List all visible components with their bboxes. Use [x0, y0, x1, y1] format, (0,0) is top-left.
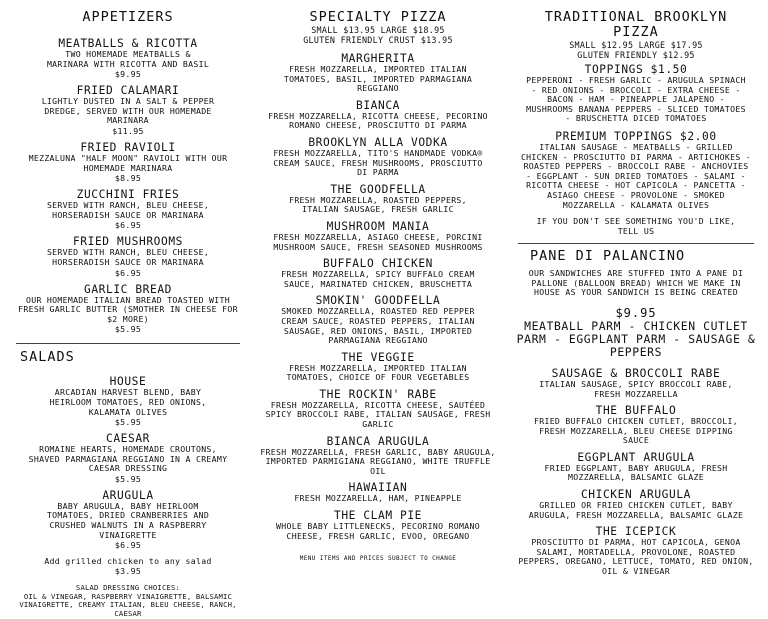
menu-item	[6, 188, 250, 230]
menu-item	[6, 432, 250, 484]
item-desc: TWO HOMEMADE MEATBALLS & MARINARA WITH RICOTTA AND BASIL	[46, 49, 210, 69]
item-price: $5.95	[114, 417, 142, 428]
item-desc: ROMAINE HEARTS, HOMEMADE CROUTONS, SHAVED PARMAGIANA REGGIANO IN A CREAMY CAESAR DRESSING	[28, 444, 228, 474]
item-desc: BABY ARUGULA, BABY HEIRLOOM TOMATOES, DRIED CRANBERRIES AND CRUSHED WALNUTS IN A RASPBERRY VINAIGRETTE	[46, 500, 210, 540]
item-desc: SERVED WITH RANCH, BLEU CHEESE, HORSERADISH SAUCE OR MARINARA	[46, 200, 210, 220]
item-name: THE CLAM PIE	[333, 509, 423, 523]
custom-request-note: IF YOU DON'T SEE SOMETHING YOU'D LIKE, TELL US	[536, 216, 736, 237]
item-desc: GRILLED OR FRIED CHICKEN CUTLET, BABY ARUGULA, FRESH MOZZARELLA, BALSAMIC GLAZE	[528, 500, 744, 520]
premium-toppings-list: ITALIAN SAUSAGE - MEATBALLS - GRILLED CHICKEN - PROSCIUTTO DI PARMA - ARTICHOKES - ROASTED PEPPERS - BROCCOLI RABE - ANCHOVIES - EGGPLANT - SUN DRIED TOMATOES - SALAMI - RICOTTA CHEESE - HOT CAPICOLA - PANCETTA - ASIAGO CHEESE - PROVOLONE - SMOKED MOZZARELLA - KALAMATA OLIVES	[520, 141, 752, 210]
item-desc: WHOLE BABY LITTLENECKS, PECORINO ROMANO CHEESE, FRESH GARLIC, EVOO, OREGANO	[276, 521, 480, 541]
menu-item	[250, 351, 506, 383]
menu-item	[508, 451, 764, 483]
menu-item	[6, 84, 250, 136]
menu-item	[6, 37, 250, 79]
item-desc: ITALIAN SAUSAGE, SPICY BROCCOLI RABE, FRESH MOZZARELLA	[539, 378, 733, 399]
section-divider	[518, 243, 754, 244]
item-price: $6.95	[114, 267, 142, 278]
item-name: FRIED MUSHROOMS	[72, 235, 184, 249]
item-price: $6.95	[114, 540, 142, 551]
salads-title: SALADS	[20, 349, 75, 366]
specialty-sizes: SMALL $13.95 LARGE $18.95	[311, 25, 445, 35]
left-column	[6, 6, 250, 619]
item-desc: FRESH MOZZARELLA, RICOTTA CHEESE, PECORINO ROMANO CHEESE, PROSCIUTTO DI PARMA	[268, 110, 488, 131]
item-name: HAWAIIAN	[348, 481, 408, 495]
item-name: CHICKEN ARUGULA	[580, 488, 692, 502]
toppings-title: TOPPINGS $1.50	[584, 63, 688, 76]
section-divider	[16, 343, 240, 344]
item-name: THE ICEPICK	[595, 525, 677, 539]
item-name: HOUSE	[109, 375, 147, 389]
salad-addon: Add grilled chicken to any salad	[44, 556, 212, 567]
menu-item	[250, 99, 506, 131]
sandwich-price: $9.95	[615, 305, 657, 320]
sandwich-combos: MEATBALL PARM - CHICKEN CUTLET PARM - EGGPLANT PARM - SAUSAGE & PEPPERS	[516, 318, 756, 359]
premium-toppings-title: PREMIUM TOPPINGS $2.00	[555, 129, 717, 143]
item-desc: OUR HOMEMADE ITALIAN BREAD TOASTED WITH FRESH GARLIC BUTTER (SMOTHER IN CHEESE FOR $2 MORE)	[18, 294, 238, 324]
menu-item	[250, 220, 506, 252]
menu-item	[250, 136, 506, 178]
item-name: SAUSAGE & BROCCOLI RABE	[551, 366, 721, 380]
item-desc: FRESH MOZZARELLA, HAM, PINEAPPLE	[294, 493, 462, 504]
traditional-gluten-friendly: GLUTEN FRIENDLY $12.95	[577, 50, 695, 60]
item-desc: MEZZALUNA "HALF MOON" RAVIOLI WITH OUR HOMEMADE MARINARA	[28, 152, 228, 173]
salad-addon-price: $3.95	[114, 566, 142, 577]
menu-item	[250, 294, 506, 345]
pane-title: PANE DI PALANCINO	[530, 248, 686, 265]
item-price: $6.95	[114, 220, 142, 231]
item-desc: FRIED EGGPLANT, BABY ARUGULA, FRESH MOZZARELLA, BALSAMIC GLAZE	[544, 462, 728, 483]
item-price: $5.95	[114, 324, 142, 335]
item-name: BIANCA ARUGULA	[326, 434, 430, 448]
item-desc: FRESH MOZZARELLA, SPICY BUFFALO CREAM SAUCE, MARINATED CHICKEN, BRUSCHETTA	[281, 269, 475, 289]
item-name: BIANCA	[355, 98, 400, 112]
menu-item	[250, 435, 506, 477]
menu-item	[6, 235, 250, 277]
item-name: GARLIC BREAD	[83, 282, 173, 296]
item-desc: SERVED WITH RANCH, BLEU CHEESE, HORSERADISH SAUCE OR MARINARA	[46, 247, 210, 267]
item-desc: PROSCIUTTO DI PARMA, HOT CAPICOLA, GENOA SALAMI, MORTADELLA, PROVOLONE, ROASTED PEPPERS, OREGANO, LETTUCE, TOMATO, RED ONION, OIL & VINEGAR	[518, 537, 754, 577]
item-name: BROOKLYN ALLA VODKA	[308, 135, 448, 149]
menu-item	[508, 525, 764, 576]
menu-item	[250, 509, 506, 541]
menu-item	[6, 141, 250, 183]
item-desc: SMOKED MOZZARELLA, ROASTED RED PEPPER CREAM SAUCE, ROASTED PEPPERS, ITALIAN SAUSAGE, RED ONIONS, BASIL, IMPORTED PARMAGIANA REGGIANO	[281, 306, 475, 346]
item-desc: FRESH MOZZARELLA, IMPORTED ITALIAN TOMATOES, BASIL, IMPORTED PARMAGIANA REGGIANO	[283, 64, 473, 94]
menu-item	[508, 404, 764, 446]
item-name: SMOKIN' GOODFELLA	[315, 294, 441, 308]
item-desc: LIGHTLY DUSTED IN A SALT & PEPPER DREDGE, SERVED WITH OUR HOMEMADE MARINARA	[41, 96, 215, 126]
middle-column	[250, 6, 506, 563]
menu-item	[250, 257, 506, 289]
menu-item	[250, 52, 506, 94]
appetizers-title: APPETIZERS	[82, 9, 174, 25]
specialty-pizza-title: SPECIALTY PIZZA	[309, 9, 447, 25]
item-name: ZUCCHINI FRIES	[76, 188, 180, 202]
item-name: MEATBALLS & RICOTTA	[58, 37, 198, 50]
toppings-list: PEPPERONI - FRESH GARLIC - ARUGULA SPINACH - RED ONIONS - BROCCOLI - EXTRA CHEESE - BACON - HAM - PINEAPPLE JALAPENO - MUSHROOMS BANANA PEPPERS - SLICED TOMATOES - BRUSCHETTA DICED TOMATOES	[526, 75, 746, 124]
item-name: THE BUFFALO	[595, 404, 677, 418]
traditional-pizza-title: TRADITIONAL BROOKLYN PIZZA	[544, 9, 728, 40]
item-name: THE ROCKIN' RABE	[319, 387, 437, 401]
pane-intro: OUR SANDWICHES ARE STUFFED INTO A PANE DI PALLONE (BALLOON BREAD) WHICH WE MAKE IN HOUSE AS YOUR SANDWICH IS BEING CREATED	[528, 268, 744, 298]
menu-item	[6, 283, 250, 335]
menu-item	[250, 183, 506, 215]
item-price: $11.95	[112, 125, 144, 136]
item-desc: FRESH MOZZARELLA, IMPORTED ITALIAN TOMATOES, CHOICE OF FOUR VEGETABLES	[286, 362, 470, 383]
specialty-gluten-friendly: GLUTEN FRIENDLY CRUST $13.95	[303, 35, 453, 45]
item-desc: FRIED BUFFALO CHICKEN CUTLET, BROCCOLI, FRESH MOZZARELLA, BLEU CHEESE DIPPING SAUCE	[534, 416, 738, 446]
item-desc: FRESH MOZZARELLA, TITO'S HANDMADE VODKA® CREAM SAUCE, FRESH MUSHROOMS, PROSCIUTTO DI PARMA	[273, 147, 483, 178]
menu-item	[6, 375, 250, 427]
item-name: CAESAR	[105, 432, 150, 446]
item-name: ARUGULA	[102, 488, 154, 502]
item-desc: FRESH MOZZARELLA, ROASTED PEPPERS, ITALIAN SAUSAGE, FRESH GARLIC	[289, 194, 467, 215]
item-name: MARGHERITA	[341, 52, 415, 65]
item-name: BUFFALO CHICKEN	[322, 257, 434, 271]
traditional-sizes: SMALL $12.95 LARGE $17.95	[569, 40, 703, 50]
item-name: EGGPLANT ARUGULA	[577, 450, 695, 464]
right-column	[508, 6, 764, 577]
item-desc: FRESH MOZZARELLA, RICOTTA CHEESE, SAUTÉED SPICY BROCCOLI RABE, ITALIAN SAUSAGE, FRESH GARLIC	[265, 399, 491, 430]
item-name: MUSHROOM MANIA	[326, 219, 430, 233]
dressing-list: OIL & VINEGAR, RASPBERRY VINAIGRETTE, BALSAMIC VINAIGRETTE, CREAMY ITALIAN, BLEU CHEESE, RANCH, CAESAR	[19, 591, 237, 619]
item-price: $9.95	[114, 69, 142, 80]
item-desc: FRESH MOZZARELLA, ASIAGO CHEESE, PORCINI MUSHROOM SAUCE, FRESH SEASONED MUSHROOMS	[273, 231, 483, 252]
menu-item	[508, 488, 764, 520]
dressing-title: SALAD DRESSING CHOICES:	[75, 583, 181, 593]
item-name: THE VEGGIE	[341, 350, 415, 364]
item-desc: ARCADIAN HARVEST BLEND, BABY HEIRLOOM TOMATOES, RED ONIONS, KALAMATA OLIVES	[49, 387, 207, 417]
item-desc: FRESH MOZZARELLA, FRESH GARLIC, BABY ARUGULA, IMPORTED PARMIGIANA REGGIANO, WHITE TRUFFLE OIL	[260, 446, 496, 476]
menu-item	[508, 367, 764, 399]
item-name: FRIED CALAMARI	[76, 84, 180, 98]
item-price: $5.95	[114, 473, 142, 484]
menu-item	[6, 489, 250, 550]
menu-footnote: MENU ITEMS AND PRICES SUBJECT TO CHANGE	[299, 555, 457, 563]
item-name: THE GOODFELLA	[330, 182, 426, 196]
menu-item	[250, 388, 506, 430]
menu-item	[250, 481, 506, 504]
item-price: $8.95	[114, 173, 142, 184]
item-name: FRIED RAVIOLI	[80, 140, 176, 154]
